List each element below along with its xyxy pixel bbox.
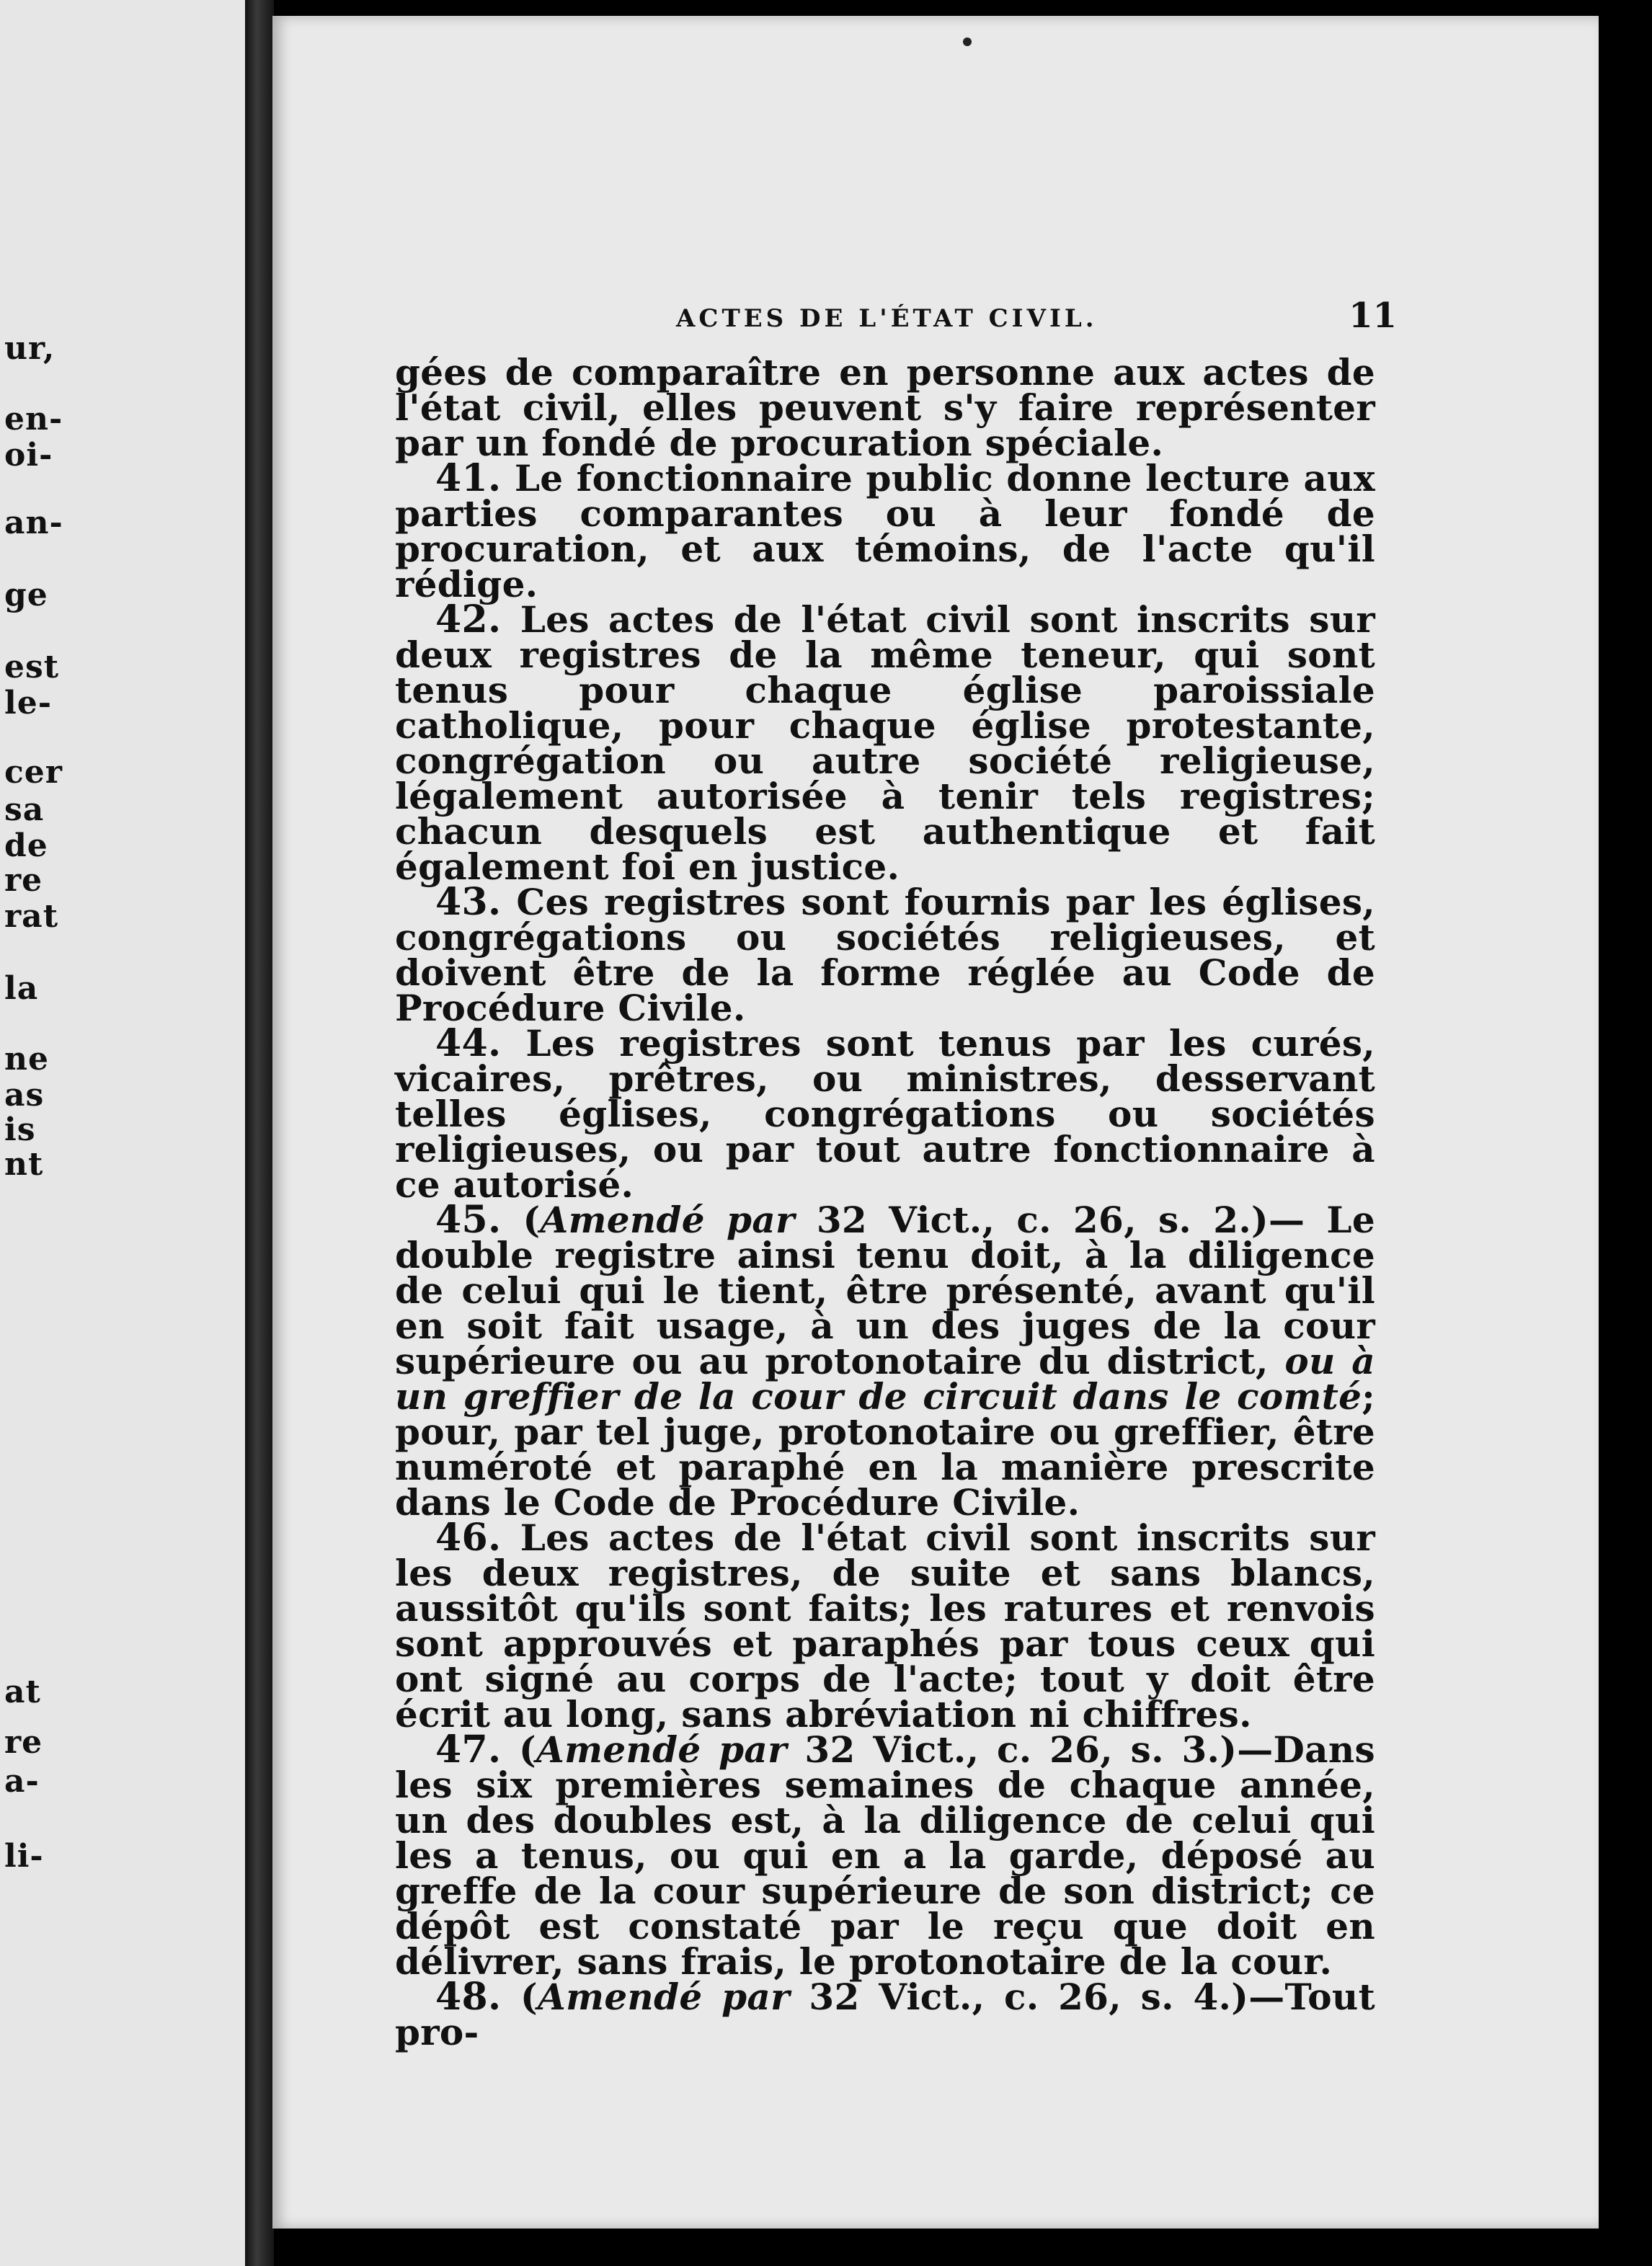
right-page xyxy=(272,16,1599,2229)
left-fragment: a- xyxy=(4,1763,40,1800)
left-fragment: cer xyxy=(4,754,63,791)
intro-paragraph: gées de comparaître en personne aux actes de l'état civil, elles peuvent s'y faire représenter par un fondé de procuration spéciale. xyxy=(395,351,1375,464)
article-text: Ces registres sont fournis par les églises, congrégations ou sociétés religieuses, et doivent être de la forme réglée au Code de Procédure Civile. xyxy=(395,881,1375,1029)
left-fragment: rat xyxy=(4,898,59,935)
left-fragment: oi- xyxy=(4,437,53,474)
article-48 xyxy=(395,1975,1375,2053)
left-fragment: ur, xyxy=(4,330,55,367)
article-text-tail: ; pour, par tel juge, protonotaire ou greffier, être numéroté et paraphé en la manière prescrite dans le Code de Procédure Civile. xyxy=(395,1375,1375,1524)
article-number: 48. xyxy=(435,1975,502,2019)
amendment-open-paren: ( xyxy=(523,1199,541,1241)
article-47 xyxy=(395,1728,1375,1983)
left-fragment: est xyxy=(4,649,60,685)
article-number: 45. xyxy=(435,1198,502,1242)
left-fragment: ge xyxy=(4,577,48,613)
left-fragment: nt xyxy=(4,1146,44,1183)
article-43 xyxy=(395,880,1375,1029)
amendment-open-paren: ( xyxy=(520,1976,538,2018)
article-number: 41. xyxy=(435,456,502,500)
left-fragment: an- xyxy=(4,505,63,541)
article-number: 44. xyxy=(435,1021,502,1065)
book-gutter xyxy=(245,0,274,2266)
left-fragment: sa xyxy=(4,791,45,828)
left-fragment: le- xyxy=(4,685,52,721)
article-number: 42. xyxy=(435,597,502,641)
left-fragment: re xyxy=(4,862,43,899)
amendment-label: Amendé par xyxy=(536,1728,787,1771)
article-text: Les registres sont tenus par les curés, vicaires, prêtres, ou ministres, desservant telles églises, congrégations ou sociétés religieuses, ou par tout autre fonctionnaire à ce autorisé. xyxy=(395,1022,1375,1206)
header-title: ACTES DE L'ÉTAT CIVIL. xyxy=(676,304,1098,333)
article-text: 32 Vict., c. 26, s. 4.)—Tout pro- xyxy=(395,1976,1375,2053)
page-number: 11 xyxy=(1349,296,1397,336)
article-number: 43. xyxy=(435,880,502,924)
article-46 xyxy=(395,1516,1375,1736)
article-text: 32 Vict., c. 26, s. 3.)—Dans les six premières semaines de chaque année, un des doubles est, à la diligence de celui qui les a tenus, ou qui en a la garde, déposé au greffe de la cour supérieure de son district; ce dépôt est constaté par le reçu que doit en délivrer, sans frais, le protonotaire de la cour. xyxy=(395,1728,1375,1983)
article-text: Les actes de l'état civil sont inscrits sur les deux registres, de suite et sans blancs, aussitôt qu'ils sont faits; les ratures et renvois sont approuvés et paraphés par tous ceux qui ont signé au corps de l'acte; tout y doit être écrit au long, sans abréviation ni chiffres. xyxy=(395,1516,1375,1736)
article-italic-text: ou à un greffier de la cour de circuit dans le comté xyxy=(395,1340,1375,1418)
article-42 xyxy=(395,597,1375,888)
article-44 xyxy=(395,1021,1375,1206)
left-fragment: is xyxy=(4,1111,36,1148)
ink-speck xyxy=(963,37,972,46)
article-45 xyxy=(395,1198,1375,1524)
left-fragment: re xyxy=(4,1724,43,1761)
article-number: 47. xyxy=(435,1728,502,1772)
amendment-label: Amendé par xyxy=(538,1976,790,2018)
left-page-edge xyxy=(0,0,251,2266)
amendment-open-paren: ( xyxy=(519,1728,537,1771)
left-fragment: ne xyxy=(4,1041,49,1078)
left-fragment: en- xyxy=(4,401,63,437)
page-body xyxy=(395,351,1375,2053)
running-header xyxy=(676,296,1397,339)
amendment-label: Amendé par xyxy=(540,1199,795,1241)
left-fragment: la xyxy=(4,970,39,1007)
left-fragment: at xyxy=(4,1674,41,1710)
article-number: 46. xyxy=(435,1516,502,1560)
left-fragment: as xyxy=(4,1077,45,1114)
left-fragment: de xyxy=(4,827,48,864)
left-fragment: li- xyxy=(4,1838,44,1875)
article-text: Le fonctionnaire public donne lecture aux parties comparantes ou à leur fondé de procuration, et aux témoins, de l'acte qu'il rédige. xyxy=(395,457,1375,605)
article-41 xyxy=(395,456,1375,605)
article-text: Les actes de l'état civil sont inscrits sur deux registres de la même teneur, qui sont tenus pour chaque église paroissiale catholique, pour chaque église protestante, congrégation ou autre société religieuse, légalement autorisée à tenir tels registres; chacun desquels est authentique et fait également foi en justice. xyxy=(395,598,1375,888)
article-text: 32 Vict., c. 26, s. 2.)— Le double registre ainsi tenu doit, à la diligence de celui qui le tient, être présenté, avant qu'il en soit fait usage, à un des juges de la cour supérieure ou au protonotaire du district, xyxy=(395,1199,1375,1382)
